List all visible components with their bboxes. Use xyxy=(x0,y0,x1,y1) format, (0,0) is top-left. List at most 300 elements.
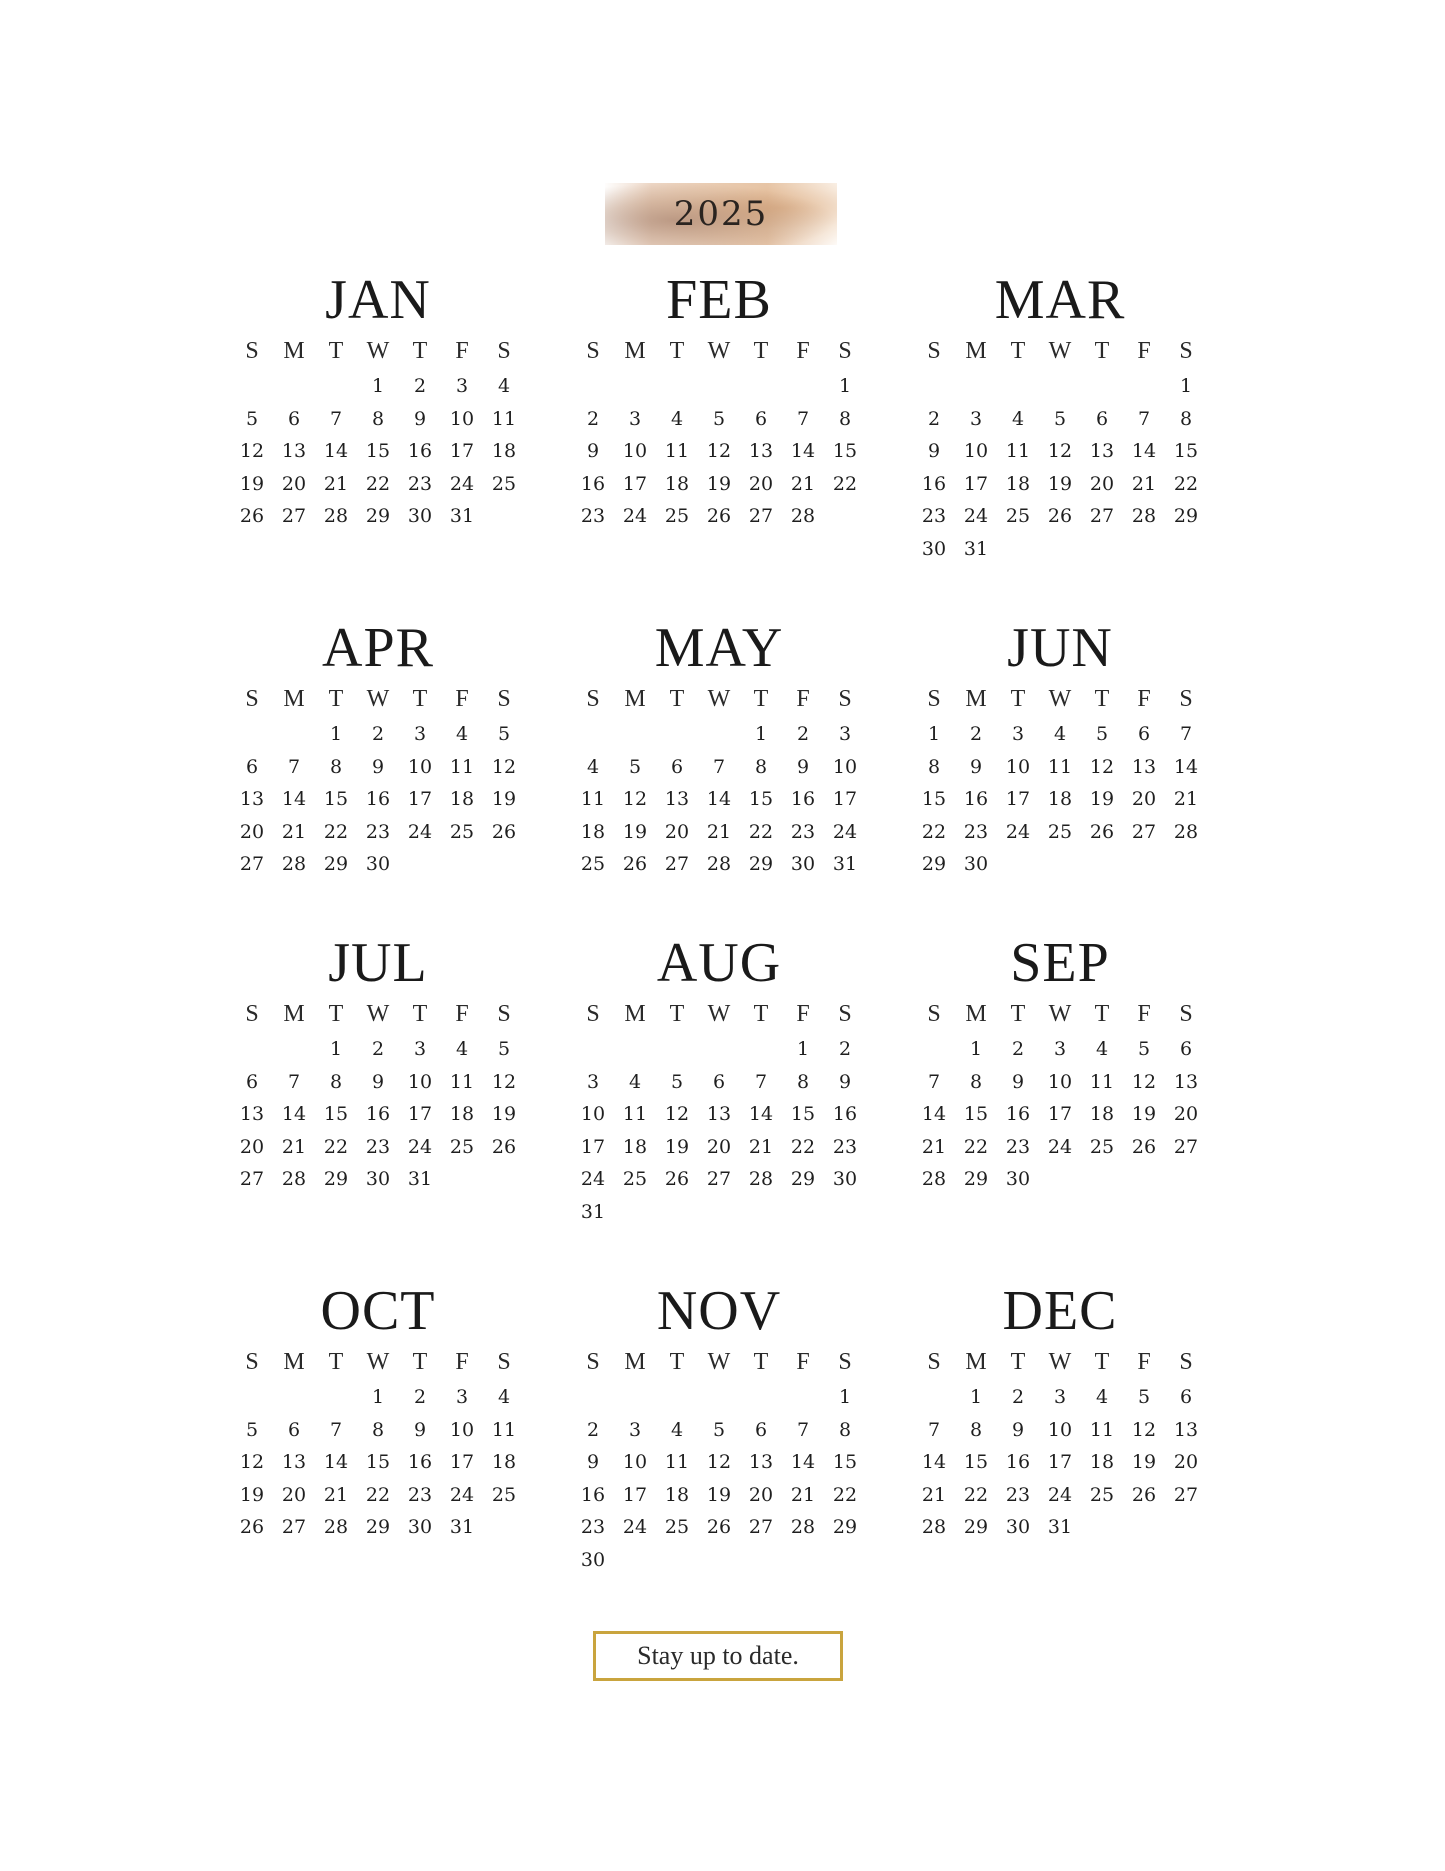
day-cell: 8 xyxy=(927,755,941,778)
weekday-label: W xyxy=(1048,1348,1072,1375)
weekday-label: T xyxy=(1010,1348,1026,1375)
day-cell: 16 xyxy=(580,472,606,495)
day-cell: 31 xyxy=(449,1516,475,1539)
day-cell: 11 xyxy=(1047,755,1073,778)
day-cell: 5 xyxy=(1095,723,1109,746)
weekday-label: T xyxy=(412,685,428,712)
week-row xyxy=(231,1131,525,1164)
day-cell: 23 xyxy=(580,505,606,528)
day-cell: 10 xyxy=(1047,1070,1073,1093)
day-cell: 28 xyxy=(1173,820,1199,843)
weekday-label: W xyxy=(707,1348,731,1375)
day-cell: 22 xyxy=(748,820,774,843)
day-cell: 8 xyxy=(1179,407,1193,430)
day-cell: 29 xyxy=(832,1516,858,1539)
weekday-header-row xyxy=(231,997,525,1031)
week-row xyxy=(572,751,866,784)
month-name: APR xyxy=(322,617,434,679)
day-cell: 20 xyxy=(281,1483,307,1506)
day-cell: 19 xyxy=(706,1483,732,1506)
week-row xyxy=(913,1511,1207,1544)
day-cell: 25 xyxy=(449,1135,475,1158)
day-cell: 7 xyxy=(796,407,810,430)
day-cell: 10 xyxy=(622,440,648,463)
week-row xyxy=(913,1066,1207,1099)
day-cell: 12 xyxy=(706,1451,732,1474)
weekday-label: F xyxy=(1137,685,1151,712)
day-cell: 19 xyxy=(239,472,265,495)
weekday-label: F xyxy=(1137,337,1151,364)
day-cell: 13 xyxy=(281,440,307,463)
day-cell: 28 xyxy=(748,1168,774,1191)
week-row xyxy=(231,500,525,533)
weekday-label: W xyxy=(1048,685,1072,712)
day-cell: 29 xyxy=(323,853,349,876)
day-cell: 21 xyxy=(1131,472,1157,495)
day-cell: 1 xyxy=(1179,375,1193,398)
day-cell: 17 xyxy=(407,1103,433,1126)
day-cell: 5 xyxy=(628,755,642,778)
day-cell: 1 xyxy=(754,723,768,746)
week-row xyxy=(913,718,1207,751)
day-cell: 10 xyxy=(1005,755,1031,778)
day-cell: 2 xyxy=(838,1038,852,1061)
day-cell: 17 xyxy=(1005,788,1031,811)
day-cell: 30 xyxy=(1005,1168,1031,1191)
day-cell: 19 xyxy=(1131,1451,1157,1474)
week-row xyxy=(572,783,866,816)
day-cell: 13 xyxy=(748,440,774,463)
day-cell: 11 xyxy=(491,407,517,430)
day-cell: 14 xyxy=(1131,440,1157,463)
weekday-label: S xyxy=(245,1000,259,1027)
week-row xyxy=(231,1381,525,1414)
day-cell: 31 xyxy=(449,505,475,528)
day-cell: 18 xyxy=(664,1483,690,1506)
week-row xyxy=(913,1446,1207,1479)
day-cell: 21 xyxy=(748,1135,774,1158)
day-cell: 2 xyxy=(796,723,810,746)
day-cell: 15 xyxy=(963,1451,989,1474)
day-cell: 19 xyxy=(491,788,517,811)
week-row xyxy=(231,1033,525,1066)
week-row xyxy=(572,1163,866,1196)
day-cell: 15 xyxy=(832,440,858,463)
day-cell: 6 xyxy=(670,755,684,778)
day-cell: 28 xyxy=(323,1516,349,1539)
weekday-label: M xyxy=(965,1348,987,1375)
day-cell: 15 xyxy=(832,1451,858,1474)
day-cell: 22 xyxy=(921,820,947,843)
day-cell: 22 xyxy=(365,472,391,495)
day-cell: 25 xyxy=(491,472,517,495)
day-cell: 29 xyxy=(963,1168,989,1191)
day-cell: 29 xyxy=(921,853,947,876)
day-cell: 22 xyxy=(832,1483,858,1506)
weekday-label: S xyxy=(1179,337,1193,364)
week-row xyxy=(231,1098,525,1131)
day-cell: 1 xyxy=(371,375,385,398)
day-cell: 2 xyxy=(371,723,385,746)
day-cell: 11 xyxy=(664,1451,690,1474)
day-cell: 7 xyxy=(1179,723,1193,746)
week-row xyxy=(572,370,866,403)
weekday-label: M xyxy=(965,337,987,364)
day-cell: 2 xyxy=(1011,1386,1025,1409)
weekday-label: S xyxy=(586,337,600,364)
weekday-label: M xyxy=(624,685,646,712)
day-cell: 21 xyxy=(1173,788,1199,811)
day-cell: 4 xyxy=(670,1418,684,1441)
day-cell: 13 xyxy=(281,1451,307,1474)
month-jan xyxy=(231,269,525,533)
day-cell: 21 xyxy=(281,1135,307,1158)
day-cell: 25 xyxy=(1047,820,1073,843)
day-cell: 20 xyxy=(748,472,774,495)
day-cell: 27 xyxy=(239,853,265,876)
weekday-label: F xyxy=(455,337,469,364)
day-cell: 11 xyxy=(580,788,606,811)
day-cell: 10 xyxy=(832,755,858,778)
day-cell: 17 xyxy=(622,1483,648,1506)
day-cell: 9 xyxy=(371,755,385,778)
day-cell: 4 xyxy=(670,407,684,430)
month-name: SEP xyxy=(1010,932,1110,994)
weekday-label: S xyxy=(1179,1348,1193,1375)
day-cell: 4 xyxy=(628,1070,642,1093)
day-cell: 21 xyxy=(921,1483,947,1506)
day-cell: 23 xyxy=(1005,1483,1031,1506)
day-cell: 11 xyxy=(664,440,690,463)
day-cell: 18 xyxy=(1089,1451,1115,1474)
day-cell: 7 xyxy=(927,1418,941,1441)
day-cell: 24 xyxy=(449,472,475,495)
week-row xyxy=(572,1511,866,1544)
day-cell: 13 xyxy=(1131,755,1157,778)
weekday-label: F xyxy=(455,1348,469,1375)
day-cell: 10 xyxy=(407,1070,433,1093)
weekday-label: M xyxy=(965,685,987,712)
day-cell: 20 xyxy=(239,1135,265,1158)
weekday-label: T xyxy=(328,337,344,364)
day-cell: 15 xyxy=(963,1103,989,1126)
day-cell: 30 xyxy=(407,505,433,528)
week-row xyxy=(231,783,525,816)
day-cell: 7 xyxy=(754,1070,768,1093)
day-cell: 10 xyxy=(963,440,989,463)
day-cell: 25 xyxy=(1089,1135,1115,1158)
day-cell: 23 xyxy=(1005,1135,1031,1158)
week-row xyxy=(572,1479,866,1512)
day-cell: 14 xyxy=(323,1451,349,1474)
day-cell: 12 xyxy=(491,755,517,778)
weekday-label: S xyxy=(245,1348,259,1375)
weekday-label: T xyxy=(669,1000,685,1027)
weekday-header-row xyxy=(231,1345,525,1379)
day-cell: 13 xyxy=(748,1451,774,1474)
day-cell: 29 xyxy=(790,1168,816,1191)
day-cell: 12 xyxy=(239,1451,265,1474)
day-cell: 19 xyxy=(1089,788,1115,811)
day-cell: 9 xyxy=(1011,1418,1025,1441)
day-cell: 25 xyxy=(664,505,690,528)
day-cell: 18 xyxy=(664,472,690,495)
day-cell: 5 xyxy=(1137,1038,1151,1061)
day-cell: 9 xyxy=(586,440,600,463)
day-cell: 3 xyxy=(413,1038,427,1061)
week-row xyxy=(913,1381,1207,1414)
day-cell: 6 xyxy=(245,1070,259,1093)
month-name: FEB xyxy=(666,269,772,331)
day-cell: 10 xyxy=(449,1418,475,1441)
month-feb xyxy=(572,269,866,533)
weekday-label: F xyxy=(796,337,810,364)
day-cell: 16 xyxy=(407,1451,433,1474)
day-cell: 4 xyxy=(1095,1038,1109,1061)
month-sep xyxy=(913,932,1207,1196)
month-name: JUN xyxy=(1007,617,1113,679)
day-cell: 21 xyxy=(921,1135,947,1158)
day-cell: 24 xyxy=(407,1135,433,1158)
day-cell: 3 xyxy=(455,1386,469,1409)
day-cell: 6 xyxy=(754,407,768,430)
day-cell: 29 xyxy=(963,1516,989,1539)
weekday-header-row xyxy=(572,997,866,1031)
day-cell: 10 xyxy=(407,755,433,778)
day-cell: 15 xyxy=(1173,440,1199,463)
day-cell: 25 xyxy=(622,1168,648,1191)
month-may xyxy=(572,617,866,881)
weekday-label: T xyxy=(1010,337,1026,364)
day-cell: 1 xyxy=(838,1386,852,1409)
month-aug xyxy=(572,932,866,1228)
weekday-label: T xyxy=(753,1000,769,1027)
day-cell: 13 xyxy=(1173,1418,1199,1441)
week-row xyxy=(231,435,525,468)
day-cell: 5 xyxy=(670,1070,684,1093)
day-cell: 1 xyxy=(838,375,852,398)
day-cell: 9 xyxy=(413,407,427,430)
week-row xyxy=(231,848,525,881)
day-cell: 13 xyxy=(664,788,690,811)
day-cell: 8 xyxy=(969,1070,983,1093)
weekday-label: W xyxy=(707,685,731,712)
week-row xyxy=(913,751,1207,784)
weekday-label: T xyxy=(412,1348,428,1375)
week-row xyxy=(572,1131,866,1164)
day-cell: 14 xyxy=(748,1103,774,1126)
weekday-label: T xyxy=(412,337,428,364)
week-row xyxy=(572,1381,866,1414)
day-cell: 24 xyxy=(1047,1135,1073,1158)
weekday-label: T xyxy=(753,685,769,712)
day-cell: 21 xyxy=(281,820,307,843)
day-cell: 24 xyxy=(622,1516,648,1539)
weekday-label: M xyxy=(624,1348,646,1375)
day-cell: 31 xyxy=(580,1200,606,1223)
day-cell: 8 xyxy=(371,1418,385,1441)
day-cell: 28 xyxy=(706,853,732,876)
weekday-label: S xyxy=(497,1000,511,1027)
week-row xyxy=(913,1033,1207,1066)
week-row xyxy=(572,848,866,881)
week-row xyxy=(231,1479,525,1512)
day-cell: 18 xyxy=(1047,788,1073,811)
day-cell: 17 xyxy=(832,788,858,811)
day-cell: 6 xyxy=(1179,1038,1193,1061)
day-cell: 28 xyxy=(921,1168,947,1191)
week-row xyxy=(572,1446,866,1479)
day-cell: 3 xyxy=(1011,723,1025,746)
day-cell: 20 xyxy=(281,472,307,495)
day-cell: 26 xyxy=(239,505,265,528)
day-cell: 23 xyxy=(832,1135,858,1158)
day-cell: 5 xyxy=(245,1418,259,1441)
day-cell: 26 xyxy=(491,1135,517,1158)
day-cell: 11 xyxy=(622,1103,648,1126)
day-cell: 25 xyxy=(1089,1483,1115,1506)
day-cell: 6 xyxy=(1137,723,1151,746)
day-cell: 18 xyxy=(622,1135,648,1158)
month-oct xyxy=(231,1280,525,1544)
day-cell: 27 xyxy=(239,1168,265,1191)
week-row xyxy=(913,1479,1207,1512)
month-name: AUG xyxy=(656,932,782,994)
day-cell: 13 xyxy=(1089,440,1115,463)
day-cell: 1 xyxy=(371,1386,385,1409)
week-row xyxy=(231,1163,525,1196)
day-cell: 12 xyxy=(1131,1418,1157,1441)
day-cell: 20 xyxy=(1131,788,1157,811)
day-cell: 19 xyxy=(622,820,648,843)
day-cell: 28 xyxy=(1131,505,1157,528)
weekday-label: F xyxy=(455,1000,469,1027)
weekday-label: T xyxy=(669,685,685,712)
weekday-label: S xyxy=(245,685,259,712)
month-jul xyxy=(231,932,525,1196)
day-cell: 7 xyxy=(287,1070,301,1093)
day-cell: 7 xyxy=(1137,407,1151,430)
day-cell: 25 xyxy=(449,820,475,843)
weekday-label: M xyxy=(965,1000,987,1027)
week-row xyxy=(572,1066,866,1099)
day-cell: 30 xyxy=(407,1516,433,1539)
day-cell: 24 xyxy=(622,505,648,528)
day-cell: 10 xyxy=(580,1103,606,1126)
day-cell: 31 xyxy=(1047,1516,1073,1539)
day-cell: 22 xyxy=(963,1483,989,1506)
day-cell: 21 xyxy=(323,472,349,495)
weekday-label: W xyxy=(707,1000,731,1027)
day-cell: 23 xyxy=(365,1135,391,1158)
day-cell: 22 xyxy=(323,820,349,843)
day-cell: 27 xyxy=(1131,820,1157,843)
week-row xyxy=(572,1196,866,1229)
day-cell: 14 xyxy=(706,788,732,811)
day-cell: 15 xyxy=(323,1103,349,1126)
day-cell: 12 xyxy=(491,1070,517,1093)
day-cell: 16 xyxy=(1005,1451,1031,1474)
day-cell: 5 xyxy=(712,407,726,430)
day-cell: 17 xyxy=(449,1451,475,1474)
day-cell: 30 xyxy=(921,537,947,560)
weekday-label: T xyxy=(669,337,685,364)
day-cell: 15 xyxy=(748,788,774,811)
day-cell: 7 xyxy=(329,407,343,430)
day-cell: 19 xyxy=(1047,472,1073,495)
day-cell: 28 xyxy=(921,1516,947,1539)
week-row xyxy=(572,468,866,501)
week-row xyxy=(913,370,1207,403)
week-row xyxy=(572,1414,866,1447)
week-row xyxy=(231,1066,525,1099)
day-cell: 21 xyxy=(323,1483,349,1506)
day-cell: 14 xyxy=(921,1103,947,1126)
day-cell: 22 xyxy=(365,1483,391,1506)
day-cell: 29 xyxy=(365,505,391,528)
day-cell: 30 xyxy=(1005,1516,1031,1539)
day-cell: 6 xyxy=(712,1070,726,1093)
day-cell: 30 xyxy=(365,1168,391,1191)
day-cell: 2 xyxy=(586,407,600,430)
day-cell: 27 xyxy=(1173,1483,1199,1506)
day-cell: 5 xyxy=(497,1038,511,1061)
day-cell: 9 xyxy=(838,1070,852,1093)
weekday-label: M xyxy=(283,1348,305,1375)
day-cell: 11 xyxy=(1089,1418,1115,1441)
day-cell: 20 xyxy=(1173,1451,1199,1474)
week-row xyxy=(572,1098,866,1131)
day-cell: 12 xyxy=(1089,755,1115,778)
day-cell: 19 xyxy=(1131,1103,1157,1126)
day-cell: 23 xyxy=(580,1516,606,1539)
day-cell: 18 xyxy=(1089,1103,1115,1126)
day-cell: 9 xyxy=(371,1070,385,1093)
weekday-label: S xyxy=(245,337,259,364)
week-row xyxy=(572,435,866,468)
day-cell: 5 xyxy=(1137,1386,1151,1409)
day-cell: 29 xyxy=(1173,505,1199,528)
weekday-header-row xyxy=(231,682,525,716)
day-cell: 23 xyxy=(407,472,433,495)
day-cell: 8 xyxy=(329,755,343,778)
day-cell: 11 xyxy=(449,755,475,778)
weekday-label: F xyxy=(796,685,810,712)
weekday-label: T xyxy=(328,1000,344,1027)
day-cell: 23 xyxy=(963,820,989,843)
week-row xyxy=(572,816,866,849)
day-cell: 5 xyxy=(245,407,259,430)
day-cell: 27 xyxy=(281,505,307,528)
weekday-label: F xyxy=(796,1000,810,1027)
day-cell: 30 xyxy=(963,853,989,876)
day-cell: 8 xyxy=(754,755,768,778)
stay-up-to-date-button[interactable] xyxy=(593,1631,843,1681)
day-cell: 8 xyxy=(371,407,385,430)
day-cell: 8 xyxy=(838,1418,852,1441)
day-cell: 18 xyxy=(580,820,606,843)
weekday-label: F xyxy=(455,685,469,712)
month-apr xyxy=(231,617,525,881)
weekday-label: T xyxy=(412,1000,428,1027)
weekday-label: T xyxy=(753,1348,769,1375)
weekday-label: T xyxy=(1094,1348,1110,1375)
day-cell: 16 xyxy=(407,440,433,463)
weekday-label: T xyxy=(1094,1000,1110,1027)
day-cell: 3 xyxy=(628,1418,642,1441)
year-title: 2025 xyxy=(673,194,769,234)
week-row xyxy=(231,468,525,501)
